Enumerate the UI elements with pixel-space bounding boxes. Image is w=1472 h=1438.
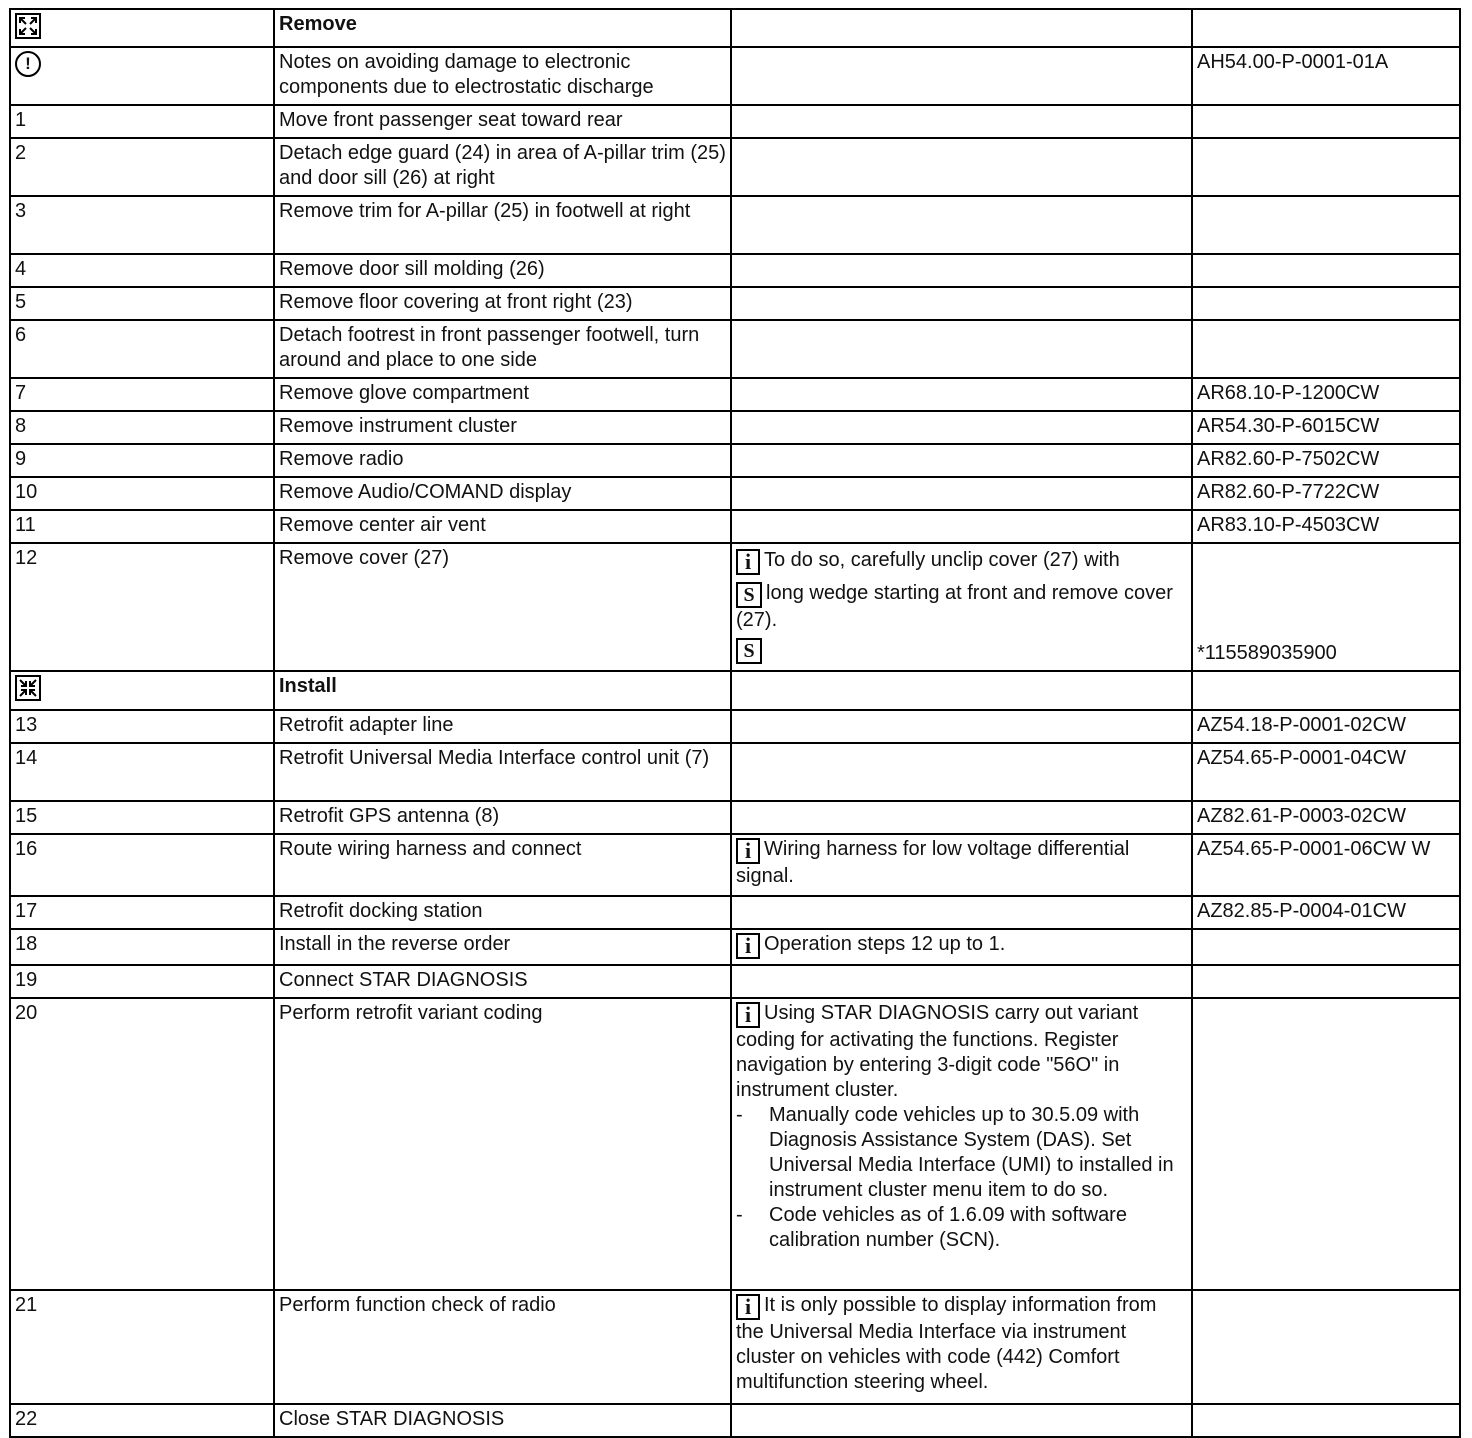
table-row: [10, 320, 1460, 378]
step-number: 5: [10, 287, 274, 320]
step-number: 7: [10, 378, 274, 411]
table-row: [10, 834, 1460, 896]
procedure-table: [9, 8, 1461, 1438]
action-cell: Retrofit Universal Media Interface control unit (7): [274, 743, 731, 801]
step-number: 13: [10, 710, 274, 743]
action-cell: Remove trim for A-pillar (25) in footwell at right: [274, 196, 731, 254]
ref-link[interactable]: AR68.10-P-1200CW: [1192, 378, 1460, 411]
action-cell: Perform function check of radio: [274, 1290, 731, 1404]
step-number: 18: [10, 929, 274, 965]
ref-link[interactable]: AZ82.61-P-0003-02CW: [1192, 801, 1460, 834]
step-number: 20: [10, 998, 274, 1290]
ref-link[interactable]: AR54.30-P-6015CW: [1192, 411, 1460, 444]
action-cell: Retrofit adapter line: [274, 710, 731, 743]
step-number: 12: [10, 543, 274, 671]
table-row: [10, 998, 1460, 1290]
step-number: 3: [10, 196, 274, 254]
step-number: 4: [10, 254, 274, 287]
note-cell: i It is only possible to display information from the Universal Media Interface via instrument cluster on vehicles with code (442) Comfort multifunction steering wheel.: [731, 1290, 1192, 1404]
action-cell: Detach footrest in front passenger footwell, turn around and place to one side: [274, 320, 731, 378]
ref-link[interactable]: AZ54.65-P-0001-06CW W: [1192, 834, 1460, 896]
action-cell: Detach edge guard (24) in area of A-pillar trim (25) and door sill (26) at right: [274, 138, 731, 196]
table-row: [10, 801, 1460, 834]
table-row: [10, 896, 1460, 929]
note-cell: i Using STAR DIAGNOSIS carry out variant coding for activating the functions. Register navigation by entering 3-digit code "56O" in instrument cluster. - Manually code vehicles up to 30.5.09 with Diagnosis Assistance System (DAS). Set Universal Media Interface (UMI) to installed in instrument cluster menu item to do so. - Code vehicles as of 1.6.09 with software calibration number (SCN).: [731, 998, 1192, 1290]
note-cell: i Wiring harness for low voltage differential signal.: [731, 834, 1192, 896]
info-icon: i: [736, 838, 760, 864]
step-cell: [10, 9, 274, 47]
action-cell: Remove cover (27): [274, 543, 731, 671]
table-row: [10, 444, 1460, 477]
ref-link[interactable]: AZ82.85-P-0004-01CW: [1192, 896, 1460, 929]
step-number: 22: [10, 1404, 274, 1437]
table-row: [10, 138, 1460, 196]
action-cell: Move front passenger seat toward rear: [274, 105, 731, 138]
table-row: [10, 929, 1460, 965]
step-number: 16: [10, 834, 274, 896]
table-row: [10, 671, 1460, 710]
install-section-icon: [15, 675, 41, 701]
action-cell: Notes on avoiding damage to electronic components due to electrostatic discharge: [274, 47, 731, 105]
table-row: [10, 196, 1460, 254]
table-row: [10, 710, 1460, 743]
action-cell: Install: [274, 671, 731, 710]
table-row: [10, 1404, 1460, 1437]
action-cell: Retrofit docking station: [274, 896, 731, 929]
step-number: 15: [10, 801, 274, 834]
ref-link[interactable]: AZ54.18-P-0001-02CW: [1192, 710, 1460, 743]
table-row: [10, 510, 1460, 543]
action-cell: Remove instrument cluster: [274, 411, 731, 444]
table-row: [10, 254, 1460, 287]
note-cell: i Operation steps 12 up to 1.: [731, 929, 1192, 965]
list-item: - Manually code vehicles up to 30.5.09 with Diagnosis Assistance System (DAS). Set Universal Media Interface (UMI) to installed in instrument cluster menu item to do so.: [736, 1104, 1174, 1201]
action-cell: Install in the reverse order: [274, 929, 731, 965]
table-row: [10, 743, 1460, 801]
list-item: - Code vehicles as of 1.6.09 with software calibration number (SCN).: [736, 1204, 1127, 1251]
table-row: [10, 1290, 1460, 1404]
table-row: [10, 287, 1460, 320]
action-cell: Retrofit GPS antenna (8): [274, 801, 731, 834]
action-cell: Close STAR DIAGNOSIS: [274, 1404, 731, 1437]
table-row: [10, 965, 1460, 998]
info-icon: i: [736, 1002, 760, 1028]
ref-link[interactable]: AZ54.65-P-0001-04CW: [1192, 743, 1460, 801]
action-cell: Remove door sill molding (26): [274, 254, 731, 287]
note-cell: [731, 9, 1192, 47]
remove-section-icon: [15, 13, 41, 39]
ref-link[interactable]: AH54.00-P-0001-01A: [1192, 47, 1460, 105]
action-cell: Remove glove compartment: [274, 378, 731, 411]
step-number: 14: [10, 743, 274, 801]
ref-cell: [1192, 9, 1460, 47]
esd-warning-icon: !: [15, 51, 41, 77]
tool-part-number: *115589035900: [1197, 642, 1337, 664]
info-icon: i: [736, 1294, 760, 1320]
step-number: 2: [10, 138, 274, 196]
step-number: 8: [10, 411, 274, 444]
ref-link[interactable]: AR82.60-P-7502CW: [1192, 444, 1460, 477]
ref-link[interactable]: AR82.60-P-7722CW: [1192, 477, 1460, 510]
action-cell: Remove radio: [274, 444, 731, 477]
table-row: [10, 378, 1460, 411]
action-cell: Connect STAR DIAGNOSIS: [274, 965, 731, 998]
note-cell: i To do so, carefully unclip cover (27) with S long wedge starting at front and remove cover (27). S: [731, 543, 1192, 671]
step-number: 17: [10, 896, 274, 929]
action-cell: Remove center air vent: [274, 510, 731, 543]
action-cell: Remove floor covering at front right (23): [274, 287, 731, 320]
step-number: 9: [10, 444, 274, 477]
step-number: 21: [10, 1290, 274, 1404]
info-icon: i: [736, 933, 760, 959]
action-cell: Perform retrofit variant coding: [274, 998, 731, 1290]
table-row: [10, 411, 1460, 444]
ref-link[interactable]: AR83.10-P-4503CW: [1192, 510, 1460, 543]
action-cell: Remove: [274, 9, 731, 47]
table-row: [10, 105, 1460, 138]
action-cell: Remove Audio/COMAND display: [274, 477, 731, 510]
step-number: 10: [10, 477, 274, 510]
step-number: 19: [10, 965, 274, 998]
step-number: 1: [10, 105, 274, 138]
action-cell: Route wiring harness and connect: [274, 834, 731, 896]
table-row: [10, 9, 1460, 47]
table-row: [10, 47, 1460, 105]
step-number: 6: [10, 320, 274, 378]
tool-icon: S: [736, 638, 762, 664]
step-number: 11: [10, 510, 274, 543]
table-row: [10, 543, 1460, 671]
info-icon: i: [736, 549, 760, 575]
tool-icon: S: [736, 582, 762, 608]
table-row: [10, 477, 1460, 510]
